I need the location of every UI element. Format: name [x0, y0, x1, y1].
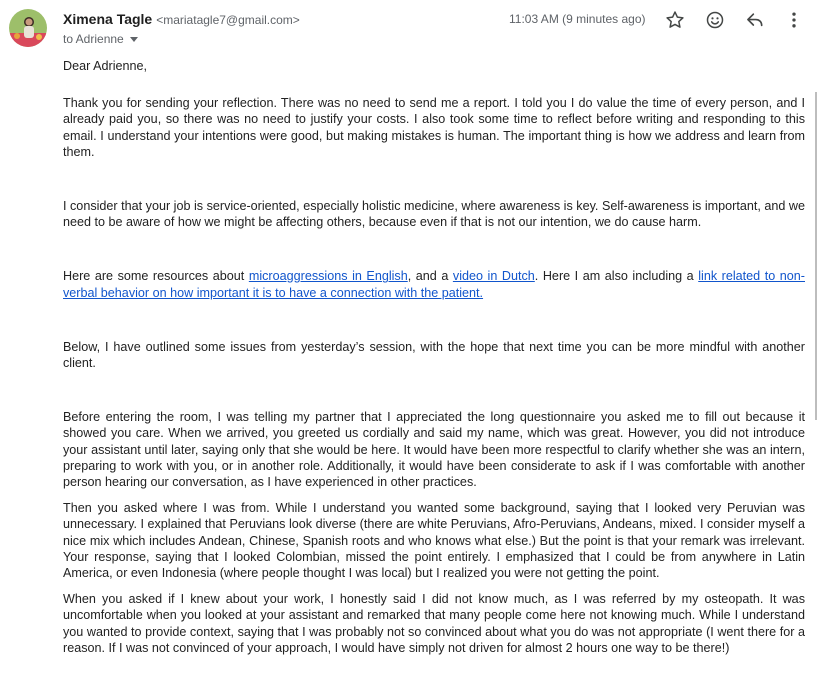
message-body	[63, 58, 805, 656]
reply-icon	[745, 10, 765, 30]
star-button[interactable]	[663, 8, 687, 32]
reply-button[interactable]	[743, 8, 767, 32]
dutch-video-link[interactable]: video in Dutch	[452, 269, 535, 284]
more-options-button[interactable]	[782, 8, 806, 32]
recipient-details-dropdown-icon[interactable]	[130, 37, 138, 42]
avatar[interactable]	[9, 9, 47, 47]
sender-name[interactable]: Ximena Tagle	[63, 11, 153, 27]
resources-text-1: Here are some resources about	[63, 269, 249, 284]
paragraph-origin: Then you asked where I was from. While I understand you wanted some background, saying that I looked very Peruvian was unnecessary. I explained that Peruvians look diverse (there are white Peruvians, Afro-Peruvians, Andeans, mixed. I consider myself a nice mix which includes Andean, Chinese, Spanish roots and who knows what else.) But the point is that your remark was irrelevant. Your response, saying that I looked Colombian, missed the point entirely. I emphasized that I could be from anywhere in Latin America, or even Indonesia (where people thought I was local) but I realized you were not getting the point.	[63, 501, 805, 581]
resources-text-3: . Here I am also including a	[534, 269, 699, 284]
recipient-line[interactable]	[63, 32, 138, 46]
paragraph-outline: Below, I have outlined some issues from yesterday’s session, with the hope that next time you can be more mindful with another client.	[63, 339, 805, 371]
resources-text-2: , and a	[407, 269, 453, 284]
paragraph-work: When you asked if I knew about your work, I honestly said I did not know much, as I was referred by my osteopath. It was uncomfortable when you looked at your assistant and remarked that many people come here not knowing much. While I understand you wanted to provide context, saying that I was probably not so convinced about what you do was not appropriate (I went there for a reason. If I was not convinced of your approach, I would have simply not driven for almost 2 hours one way to be there!)	[63, 592, 805, 655]
more-vert-icon	[784, 10, 804, 30]
greeting: Dear Adrienne,	[63, 59, 148, 73]
sender-line	[63, 11, 300, 27]
paragraph-service: I consider that your job is service-oriented, especially holistic medicine, where awareness is key. Self-awareness is important, and we need to be aware of how we might be affecting others, because even if that is not our intention, we do cause harm.	[63, 199, 805, 230]
paragraph-thanks: Thank you for sending your reflection. There was no need to send me a report. I told you I do value the time of every person, and I already paid you, so there was no need to justify your costs. I also took some time to reflect before writing and responding to this email. I understand your intentions were good, but making mistakes is human. The important thing is how we address and learn from them.	[63, 96, 805, 159]
recipient-label: to Adrienne	[63, 32, 124, 46]
scrollbar[interactable]	[815, 92, 817, 420]
message-timestamp: 11:03 AM (9 minutes ago)	[509, 12, 646, 26]
paragraph-entering-room: Before entering the room, I was telling my partner that I appreciated the long questionnaire you asked me to fill out because it showed you care. When we arrived, you greeted us cordially and said my name, which was great. However, you did not introduce your assistant until later, saying only that she would be here. It would have been more respectful to clarify whether she was an intern, preparing to work with you, or in another role. Additionally, it would have been considerate to ask if I was comfortable with another person hearing our conversation, as I have experienced in other practices.	[63, 410, 805, 490]
nonverbal-behavior-link[interactable]: link related to non-verbal behavior on how important it is to have a connection with the patient.	[63, 269, 805, 300]
emoji-reaction-button[interactable]	[703, 8, 727, 32]
paragraph-resources	[63, 268, 805, 300]
microaggressions-link[interactable]: microaggressions in English	[248, 269, 408, 284]
star-icon	[665, 10, 685, 30]
emoji-icon	[705, 10, 725, 30]
sender-email: <mariatagle7@gmail.com>	[156, 13, 300, 27]
